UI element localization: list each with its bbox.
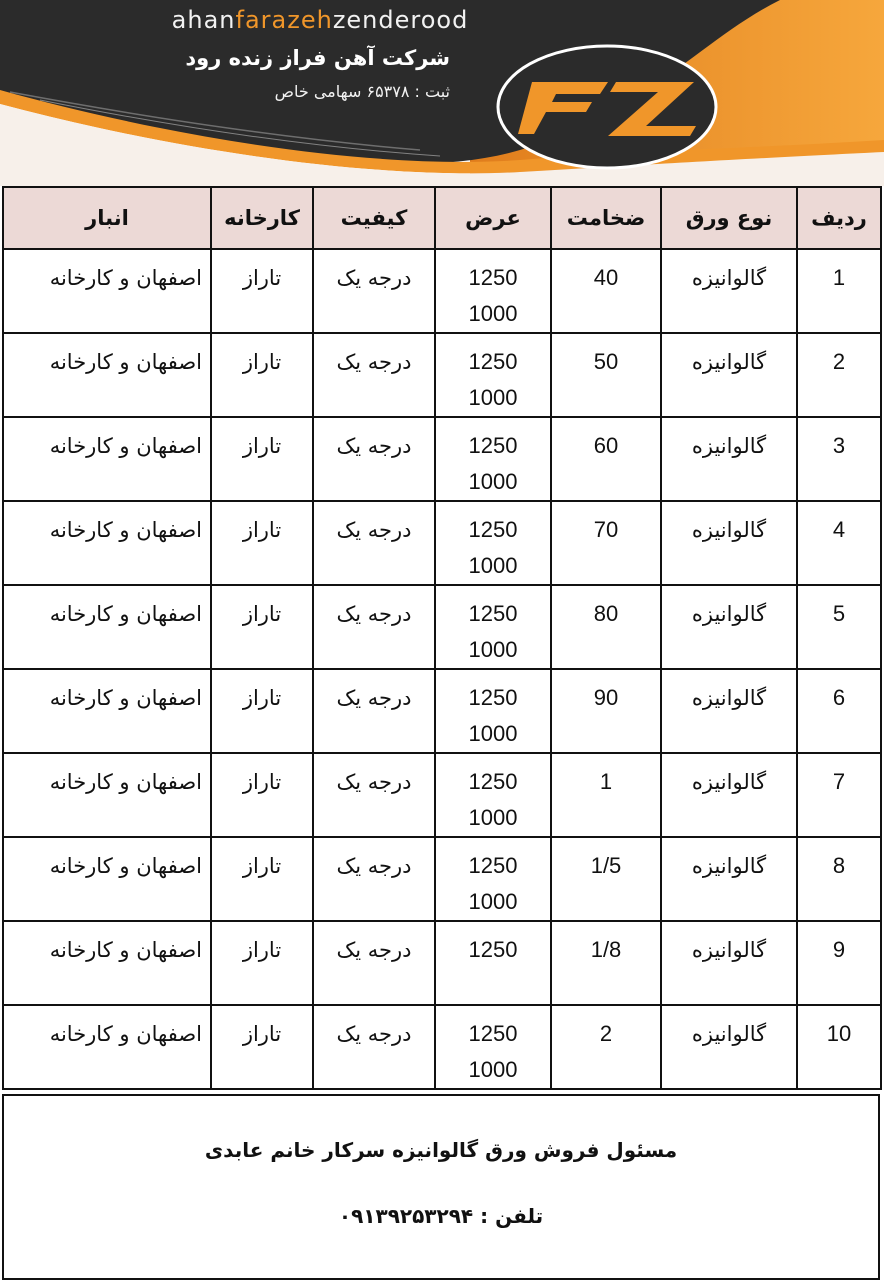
header-factory: کارخانه	[211, 187, 313, 249]
cell-factory-text: تاراز	[242, 602, 282, 626]
width-value: 1250	[468, 853, 518, 878]
cell-sheet-type	[661, 753, 797, 837]
cell-factory	[211, 333, 313, 417]
cell-factory	[211, 753, 313, 837]
cell-factory	[211, 417, 313, 501]
cell-width	[435, 921, 551, 1005]
footer-contact-box	[2, 1094, 880, 1280]
table-row	[3, 417, 881, 501]
cell-thickness	[551, 753, 661, 837]
cell-quality-text: درجه یک	[336, 434, 412, 458]
cell-quality-text: درجه یک	[336, 770, 412, 794]
cell-quality	[313, 585, 435, 669]
cell-row-no	[797, 249, 881, 333]
header-width: عرض	[435, 187, 551, 249]
table-row	[3, 753, 881, 837]
table-row	[3, 669, 881, 753]
cell-thickness-text: 80	[593, 601, 619, 626]
cell-factory-text: تاراز	[242, 854, 282, 878]
cell-thickness-text: 1/8	[590, 937, 622, 962]
cell-thickness	[551, 1005, 661, 1089]
cell-row-no-text: 4	[832, 517, 846, 542]
header-warehouse: انبار	[3, 187, 211, 249]
header-quality: کیفیت	[313, 187, 435, 249]
cell-row-no-text: 2	[832, 349, 846, 374]
cell-warehouse	[3, 501, 211, 585]
cell-warehouse-text: اصفهان و کارخانه	[49, 518, 202, 542]
table-row	[3, 249, 881, 333]
cell-row-no	[797, 1005, 881, 1089]
header-thickness: ضخامت	[551, 187, 661, 249]
cell-quality	[313, 753, 435, 837]
cell-width	[435, 333, 551, 417]
cell-quality-text: درجه یک	[336, 854, 412, 878]
width-value: 1000	[468, 469, 518, 494]
cell-row-no-text: 9	[832, 937, 846, 962]
cell-thickness-text: 1/5	[590, 853, 622, 878]
phone-label: تلفن :	[480, 1204, 544, 1228]
cell-factory-text: تاراز	[242, 350, 282, 374]
cell-thickness	[551, 249, 661, 333]
width-value: 1250	[468, 265, 518, 290]
cell-thickness	[551, 837, 661, 921]
cell-factory	[211, 669, 313, 753]
width-value: 1250	[468, 937, 518, 962]
cell-thickness	[551, 585, 661, 669]
cell-sheet-type	[661, 585, 797, 669]
cell-row-no	[797, 669, 881, 753]
cell-warehouse	[3, 1005, 211, 1089]
cell-sheet-type-text: گالوانیزه	[691, 1022, 767, 1046]
brand-latin-part: zenderood	[332, 6, 469, 34]
cell-quality-text: درجه یک	[336, 518, 412, 542]
cell-sheet-type	[661, 249, 797, 333]
cell-factory-text: تاراز	[242, 770, 282, 794]
cell-thickness	[551, 921, 661, 1005]
cell-width	[435, 249, 551, 333]
cell-warehouse	[3, 585, 211, 669]
cell-quality	[313, 501, 435, 585]
sales-contact: مسئول فروش ورق گالوانیزه سرکار خانم عابدی	[204, 1138, 678, 1162]
cell-thickness-text: 70	[593, 517, 619, 542]
cell-row-no-text: 10	[826, 1021, 852, 1046]
cell-sheet-type-text: گالوانیزه	[691, 938, 767, 962]
cell-warehouse	[3, 837, 211, 921]
width-value: 1000	[468, 553, 518, 578]
cell-quality-text: درجه یک	[336, 938, 412, 962]
cell-width	[435, 585, 551, 669]
cell-warehouse	[3, 921, 211, 1005]
cell-sheet-type	[661, 669, 797, 753]
cell-width	[435, 1005, 551, 1089]
cell-quality	[313, 1005, 435, 1089]
cell-quality	[313, 921, 435, 1005]
cell-sheet-type	[661, 501, 797, 585]
width-value: 1250	[468, 433, 518, 458]
table-row	[3, 1005, 881, 1089]
cell-warehouse	[3, 669, 211, 753]
cell-sheet-type-text: گالوانیزه	[691, 434, 767, 458]
cell-row-no-text: 5	[832, 601, 846, 626]
cell-warehouse	[3, 417, 211, 501]
cell-quality-text: درجه یک	[336, 686, 412, 710]
cell-row-no-text: 8	[832, 853, 846, 878]
cell-width	[435, 753, 551, 837]
cell-thickness-text: 1	[599, 769, 613, 794]
cell-factory	[211, 501, 313, 585]
cell-factory-text: تاراز	[242, 518, 282, 542]
cell-sheet-type-text: گالوانیزه	[691, 854, 767, 878]
width-value: 1000	[468, 301, 518, 326]
cell-quality-text: درجه یک	[336, 1022, 412, 1046]
cell-quality	[313, 417, 435, 501]
table-header-row	[3, 187, 881, 249]
width-value: 1000	[468, 889, 518, 914]
width-value: 1000	[468, 637, 518, 662]
cell-row-no-text: 6	[832, 685, 846, 710]
cell-factory-text: تاراز	[242, 686, 282, 710]
width-value: 1250	[468, 685, 518, 710]
cell-factory-text: تاراز	[242, 266, 282, 290]
width-value: 1000	[468, 1057, 518, 1082]
width-value: 1250	[468, 769, 518, 794]
table-body	[3, 249, 881, 1089]
cell-width	[435, 669, 551, 753]
cell-warehouse-text: اصفهان و کارخانه	[49, 938, 202, 962]
cell-thickness	[551, 333, 661, 417]
cell-row-no	[797, 753, 881, 837]
cell-warehouse	[3, 249, 211, 333]
company-registration: ثبت : ۶۵۳۷۸ سهامی خاص	[274, 82, 450, 101]
header-banner	[0, 0, 884, 186]
cell-factory	[211, 837, 313, 921]
width-value: 1000	[468, 805, 518, 830]
table-row	[3, 921, 881, 1005]
cell-width	[435, 501, 551, 585]
cell-warehouse-text: اصفهان و کارخانه	[49, 266, 202, 290]
cell-thickness-text: 90	[593, 685, 619, 710]
cell-sheet-type-text: گالوانیزه	[691, 770, 767, 794]
cell-factory-text: تاراز	[242, 938, 282, 962]
cell-width	[435, 417, 551, 501]
cell-warehouse-text: اصفهان و کارخانه	[49, 350, 202, 374]
cell-width	[435, 837, 551, 921]
table-row	[3, 585, 881, 669]
cell-factory	[211, 249, 313, 333]
phone-line	[4, 1204, 878, 1228]
cell-thickness-text: 40	[593, 265, 619, 290]
cell-quality-text: درجه یک	[336, 350, 412, 374]
brand-latin-name	[0, 6, 640, 34]
cell-row-no	[797, 333, 881, 417]
cell-thickness	[551, 417, 661, 501]
cell-warehouse-text: اصفهان و کارخانه	[49, 770, 202, 794]
cell-sheet-type	[661, 921, 797, 1005]
cell-row-no	[797, 417, 881, 501]
cell-warehouse	[3, 753, 211, 837]
cell-factory	[211, 1005, 313, 1089]
cell-sheet-type	[661, 837, 797, 921]
brand-latin-highlight: farazeh	[235, 6, 333, 34]
cell-quality-text: درجه یک	[336, 602, 412, 626]
cell-warehouse-text: اصفهان و کارخانه	[49, 434, 202, 458]
cell-sheet-type-text: گالوانیزه	[691, 518, 767, 542]
cell-thickness-text: 50	[593, 349, 619, 374]
cell-quality	[313, 333, 435, 417]
width-value: 1000	[468, 385, 518, 410]
cell-thickness	[551, 669, 661, 753]
cell-factory-text: تاراز	[242, 434, 282, 458]
cell-row-no	[797, 921, 881, 1005]
cell-row-no	[797, 837, 881, 921]
cell-sheet-type-text: گالوانیزه	[691, 602, 767, 626]
table-row	[3, 501, 881, 585]
cell-warehouse-text: اصفهان و کارخانه	[49, 854, 202, 878]
cell-quality	[313, 669, 435, 753]
header-row-no: ردیف	[797, 187, 881, 249]
cell-factory-text: تاراز	[242, 1022, 282, 1046]
cell-sheet-type	[661, 417, 797, 501]
cell-quality	[313, 249, 435, 333]
width-value: 1000	[468, 721, 518, 746]
cell-row-no	[797, 501, 881, 585]
cell-sheet-type-text: گالوانیزه	[691, 266, 767, 290]
cell-sheet-type-text: گالوانیزه	[691, 686, 767, 710]
cell-row-no-text: 7	[832, 769, 846, 794]
cell-thickness	[551, 501, 661, 585]
cell-sheet-type	[661, 333, 797, 417]
width-value: 1250	[468, 517, 518, 542]
cell-sheet-type	[661, 1005, 797, 1089]
table-row	[3, 837, 881, 921]
header-sheet-type: نوع ورق	[661, 187, 797, 249]
cell-factory	[211, 921, 313, 1005]
cell-row-no	[797, 585, 881, 669]
cell-sheet-type-text: گالوانیزه	[691, 350, 767, 374]
cell-thickness-text: 2	[599, 1021, 613, 1046]
cell-row-no-text: 1	[832, 265, 846, 290]
width-value: 1250	[468, 1021, 518, 1046]
width-value: 1250	[468, 601, 518, 626]
cell-thickness-text: 60	[593, 433, 619, 458]
cell-quality-text: درجه یک	[336, 266, 412, 290]
brand-latin-part: ahan	[171, 6, 236, 34]
cell-warehouse-text: اصفهان و کارخانه	[49, 1022, 202, 1046]
cell-warehouse-text: اصفهان و کارخانه	[49, 686, 202, 710]
table-row	[3, 333, 881, 417]
cell-warehouse	[3, 333, 211, 417]
price-table	[2, 186, 882, 1090]
cell-row-no-text: 3	[832, 433, 846, 458]
width-value: 1250	[468, 349, 518, 374]
cell-factory	[211, 585, 313, 669]
cell-warehouse-text: اصفهان و کارخانه	[49, 602, 202, 626]
cell-quality	[313, 837, 435, 921]
company-logo	[496, 44, 718, 170]
phone-number: ۰۹۱۳۹۲۵۳۲۹۴	[338, 1204, 474, 1228]
company-name: شرکت آهن فراز زنده رود	[185, 46, 450, 70]
